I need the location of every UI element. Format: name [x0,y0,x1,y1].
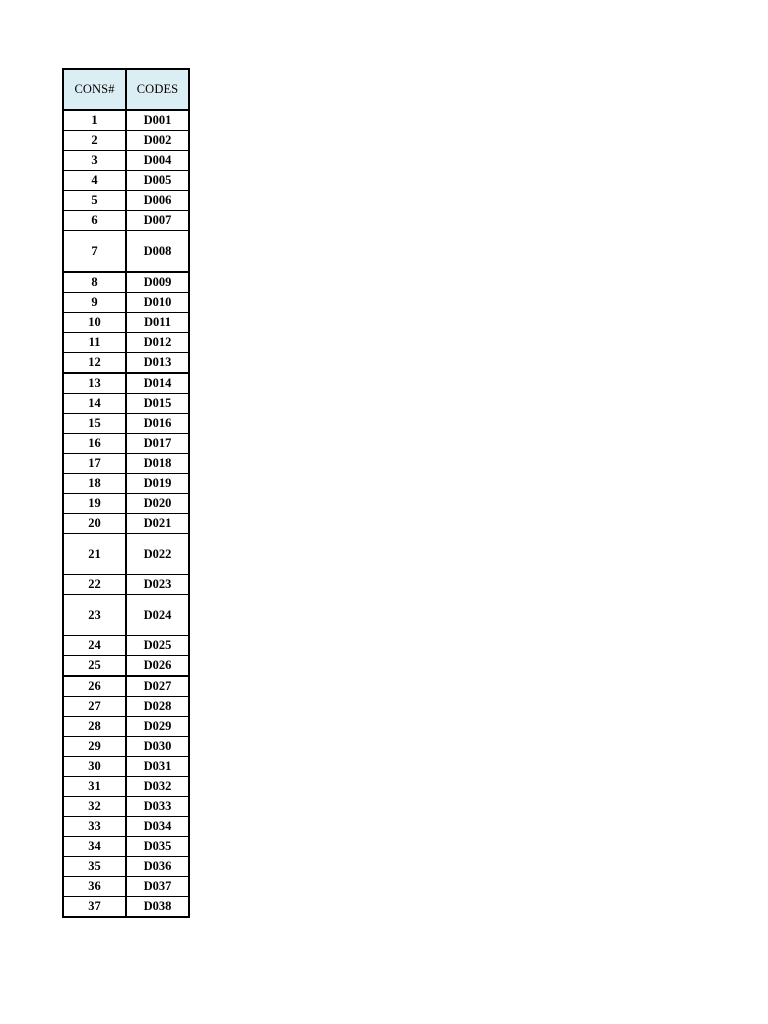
cons-cell: 32 [63,797,126,817]
cons-cell: 7 [63,231,126,273]
cons-cell: 6 [63,211,126,231]
cons-cell: 28 [63,717,126,737]
table-row [63,817,189,837]
cons-cell: 14 [63,394,126,414]
table-row [63,191,189,211]
cons-cell: 12 [63,353,126,374]
code-cell: D005 [126,171,189,191]
code-cell: D038 [126,897,189,918]
cons-cell: 3 [63,151,126,171]
cons-cell: 9 [63,293,126,313]
table-row [63,373,189,394]
code-cell: D014 [126,373,189,394]
code-cell: D034 [126,817,189,837]
cons-cell: 29 [63,737,126,757]
table-row [63,110,189,131]
cons-cell: 11 [63,333,126,353]
table-row [63,595,189,636]
cons-cell: 35 [63,857,126,877]
table-row [63,897,189,918]
cons-cell: 15 [63,414,126,434]
cons-cell: 24 [63,636,126,656]
code-cell: D022 [126,534,189,575]
column-header-cons: CONS# [63,69,126,110]
spreadsheet-page [62,68,190,918]
cons-cell: 37 [63,897,126,918]
cons-cell: 16 [63,434,126,454]
code-cell: D036 [126,857,189,877]
table-row [63,757,189,777]
code-cell: D004 [126,151,189,171]
table-row [63,313,189,333]
cons-cell: 2 [63,131,126,151]
cons-cell: 30 [63,757,126,777]
cons-cell: 27 [63,697,126,717]
cons-cell: 19 [63,494,126,514]
code-cell: D011 [126,313,189,333]
cons-cell: 21 [63,534,126,575]
code-cell: D015 [126,394,189,414]
code-cell: D020 [126,494,189,514]
table-row [63,777,189,797]
table-row [63,676,189,697]
code-cell: D009 [126,272,189,293]
cons-cell: 36 [63,877,126,897]
code-cell: D021 [126,514,189,534]
table-row [63,857,189,877]
cons-cell: 20 [63,514,126,534]
code-cell: D026 [126,656,189,677]
code-cell: D017 [126,434,189,454]
table-row [63,837,189,857]
table-row [63,333,189,353]
code-cell: D001 [126,110,189,131]
cons-cell: 34 [63,837,126,857]
cons-cell: 4 [63,171,126,191]
code-cell: D027 [126,676,189,697]
cons-cell: 23 [63,595,126,636]
code-cell: D013 [126,353,189,374]
code-cell: D024 [126,595,189,636]
table-row [63,293,189,313]
code-cell: D033 [126,797,189,817]
table-row [63,494,189,514]
table-row [63,353,189,374]
table-row [63,877,189,897]
table-row [63,636,189,656]
table-row [63,656,189,677]
table-row [63,454,189,474]
table-row [63,414,189,434]
table-row [63,171,189,191]
code-cell: D025 [126,636,189,656]
code-cell: D002 [126,131,189,151]
codes-table [62,68,190,918]
code-cell: D010 [126,293,189,313]
code-cell: D006 [126,191,189,211]
cons-cell: 22 [63,575,126,595]
table-row [63,434,189,454]
cons-cell: 18 [63,474,126,494]
cons-cell: 25 [63,656,126,677]
cons-cell: 31 [63,777,126,797]
column-header-codes: CODES [126,69,189,110]
table-row [63,514,189,534]
code-cell: D035 [126,837,189,857]
code-cell: D008 [126,231,189,273]
cons-cell: 33 [63,817,126,837]
table-row [63,717,189,737]
table-row [63,575,189,595]
table-row [63,394,189,414]
code-cell: D019 [126,474,189,494]
cons-cell: 26 [63,676,126,697]
code-cell: D007 [126,211,189,231]
cons-cell: 13 [63,373,126,394]
table-row [63,131,189,151]
table-row [63,697,189,717]
table-row [63,737,189,757]
table-row [63,797,189,817]
code-cell: D032 [126,777,189,797]
table-row [63,272,189,293]
code-cell: D030 [126,737,189,757]
cons-cell: 10 [63,313,126,333]
code-cell: D016 [126,414,189,434]
table-row [63,231,189,273]
table-body [63,110,189,917]
cons-cell: 17 [63,454,126,474]
code-cell: D023 [126,575,189,595]
table-row [63,534,189,575]
cons-cell: 8 [63,272,126,293]
code-cell: D028 [126,697,189,717]
code-cell: D031 [126,757,189,777]
cons-cell: 1 [63,110,126,131]
table-header-row [63,69,189,110]
code-cell: D029 [126,717,189,737]
table-row [63,151,189,171]
code-cell: D018 [126,454,189,474]
table-row [63,474,189,494]
cons-cell: 5 [63,191,126,211]
table-row [63,211,189,231]
code-cell: D012 [126,333,189,353]
code-cell: D037 [126,877,189,897]
